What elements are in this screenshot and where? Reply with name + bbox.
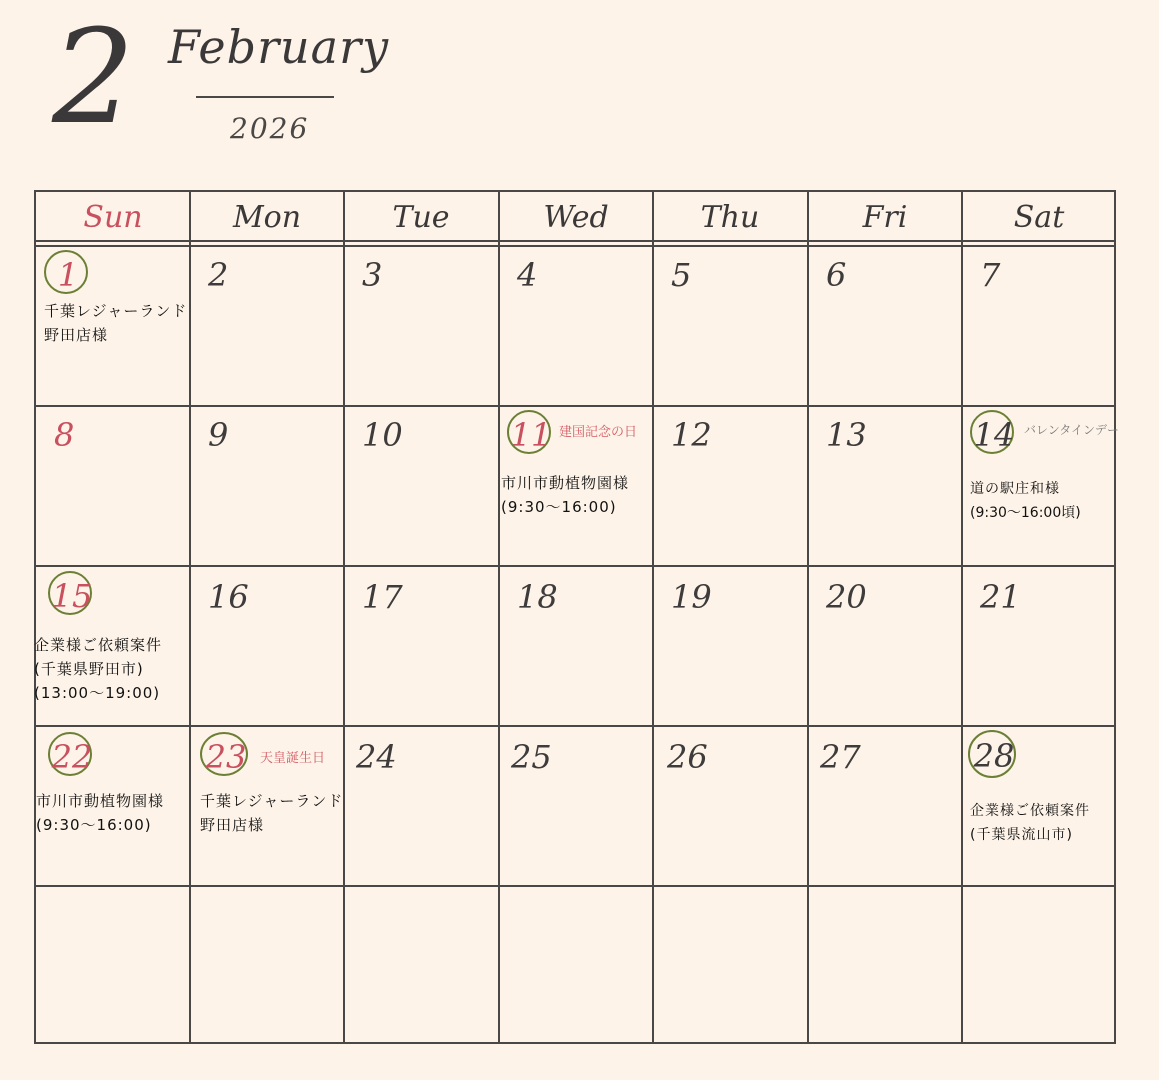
day-number: 6: [826, 256, 847, 294]
empty-cell: [344, 887, 498, 1047]
day-cell[interactable]: [344, 247, 498, 407]
day-number: 8: [54, 416, 75, 454]
day-number: 16: [208, 578, 249, 616]
day-cell[interactable]: [962, 407, 1119, 567]
day-number: 12: [671, 416, 712, 454]
event-note: 千葉レジャーランド: [200, 792, 344, 810]
day-number: 9: [208, 416, 229, 454]
day-cell[interactable]: [190, 727, 344, 887]
event-note: 市川市動植物園様: [501, 474, 630, 492]
empty-cell: [190, 887, 344, 1047]
weekday-fri: Fri: [862, 199, 908, 235]
day-cell[interactable]: [499, 727, 653, 887]
day-number: 21: [980, 578, 1021, 616]
day-number: 4: [517, 256, 538, 294]
event-note: 道の駅庄和様: [970, 481, 1060, 497]
empty-cell: [499, 887, 653, 1047]
weekday-sat: Sat: [1013, 199, 1065, 235]
day-number: 24: [356, 738, 397, 776]
day-number: 26: [667, 738, 708, 776]
weekday-wed: Wed: [543, 199, 609, 235]
day-number: 1: [57, 256, 79, 294]
day-cell[interactable]: [36, 247, 190, 407]
holiday-label: 天皇誕生日: [260, 751, 326, 766]
day-cell[interactable]: [36, 407, 190, 567]
event-note: 千葉レジャーランド: [44, 302, 188, 320]
month-underline: [196, 96, 334, 98]
empty-cell: [36, 887, 190, 1047]
day-cell[interactable]: [344, 727, 498, 887]
day-cell[interactable]: [653, 567, 807, 727]
empty-cell: [808, 887, 962, 1047]
event-note: (9:30〜16:00): [501, 498, 617, 516]
day-number: 11: [510, 416, 552, 454]
event-note: 企業様ご依頼案件: [34, 636, 163, 654]
day-number: 7: [980, 256, 1001, 294]
day-number: 3: [362, 256, 383, 294]
day-cell[interactable]: [808, 407, 962, 567]
event-note: (千葉県流山市): [970, 827, 1073, 843]
day-number: 28: [973, 737, 1015, 775]
day-number: 14: [973, 416, 1015, 454]
month-name: February: [168, 20, 390, 74]
day-number: 23: [205, 738, 247, 776]
holiday-label: 建国記念の日: [559, 425, 638, 440]
event-note: (9:30〜16:00): [36, 816, 152, 834]
day-cell[interactable]: [344, 567, 498, 727]
calendar-grid: [34, 190, 1119, 1044]
day-cell[interactable]: [190, 247, 344, 407]
day-cell[interactable]: [190, 567, 344, 727]
event-note: (千葉県野田市): [34, 660, 144, 678]
day-number: 22: [51, 738, 93, 776]
day-cell[interactable]: [653, 247, 807, 407]
day-number: 2: [208, 256, 229, 294]
day-number: 18: [517, 578, 558, 616]
day-number: 5: [671, 256, 692, 294]
day-cell[interactable]: [808, 247, 962, 407]
weekday-tue: Tue: [392, 199, 450, 235]
event-note: 野田店様: [200, 816, 265, 834]
day-cell[interactable]: [499, 407, 653, 567]
day-number: 15: [51, 577, 93, 615]
day-number: 20: [826, 578, 867, 616]
day-cell[interactable]: [499, 247, 653, 407]
day-cell[interactable]: [962, 247, 1116, 407]
day-cell[interactable]: [808, 567, 962, 727]
event-note: (13:00〜19:00): [34, 684, 161, 702]
event-note: (9:30〜16:00頃): [970, 505, 1081, 521]
day-number: 27: [820, 738, 861, 776]
day-cell[interactable]: [344, 407, 498, 567]
day-number: 10: [362, 416, 403, 454]
month-number: 2: [52, 1, 135, 153]
event-note: 野田店様: [44, 326, 109, 344]
weekday-mon: Mon: [232, 199, 302, 235]
weekday-thu: Thu: [700, 199, 760, 235]
day-cell[interactable]: [653, 727, 807, 887]
day-cell[interactable]: [962, 567, 1116, 727]
event-note: 市川市動植物園様: [36, 792, 165, 810]
day-cell[interactable]: [962, 727, 1116, 887]
day-number: 25: [511, 738, 552, 776]
day-cell[interactable]: [36, 727, 190, 887]
day-number: 19: [671, 578, 712, 616]
day-cell[interactable]: [808, 727, 962, 887]
day-number: 13: [826, 416, 867, 454]
day-number: 17: [362, 578, 403, 616]
year: 2026: [230, 112, 310, 145]
weekday-sun: Sun: [83, 199, 143, 235]
empty-cell: [653, 887, 807, 1047]
day-cell[interactable]: [499, 567, 653, 727]
event-note: 企業様ご依頼案件: [970, 803, 1090, 819]
day-cell[interactable]: [653, 407, 807, 567]
day-cell[interactable]: [190, 407, 344, 567]
empty-cell: [962, 887, 1116, 1047]
day-cell[interactable]: [36, 567, 190, 727]
holiday-label: バレンタインデー: [1024, 423, 1119, 437]
